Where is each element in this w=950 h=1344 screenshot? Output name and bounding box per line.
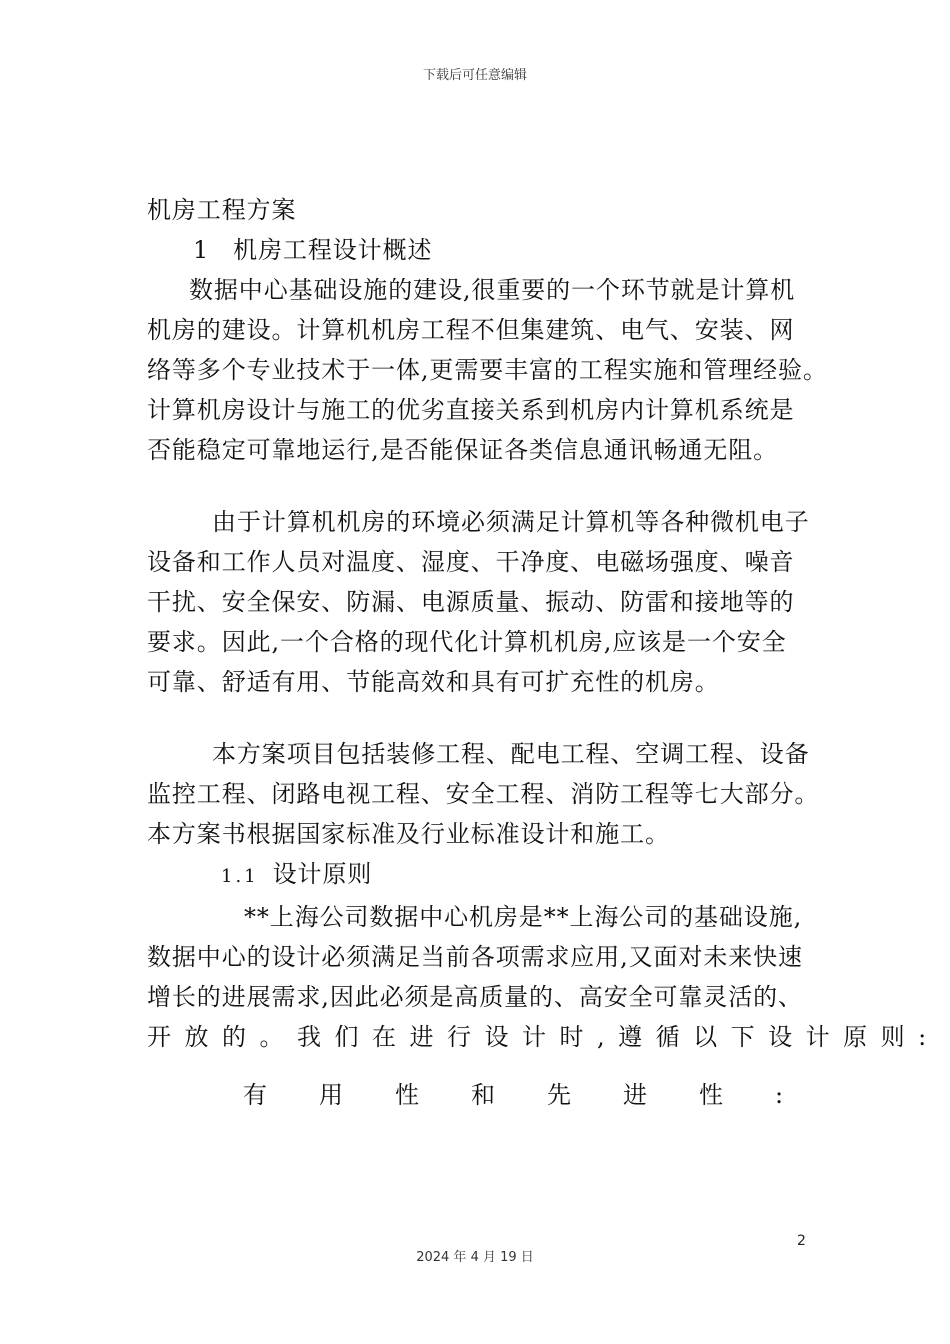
paragraph-line: 数据中心基础设施的建设,很重要的一个环节就是计算机 — [189, 276, 796, 304]
page-number: 2 — [797, 1233, 806, 1249]
paragraph-line: 络等多个专业技术于一体,更需要丰富的工程实施和管理经验。 — [147, 356, 828, 384]
paragraph-environment — [147, 502, 812, 702]
section-heading-1 — [147, 230, 812, 270]
page-header: 下载后可任意编辑 — [422, 68, 527, 83]
section-number: 1.1 — [221, 866, 259, 887]
section-number: 1 — [193, 236, 210, 264]
paragraph-line: 要求。因此,一个合格的现代化计算机机房,应该是一个安全 — [147, 628, 787, 656]
section-heading-1-1 — [147, 854, 812, 897]
paragraph-line: 开放的。我们在进行设计时,遵循以下设计原则: — [147, 1023, 940, 1051]
paragraph-overview — [147, 270, 828, 470]
paragraph-line: **上海公司数据中心机房是**上海公司的基础设施, — [244, 903, 803, 931]
paragraph-scope — [147, 734, 820, 854]
paragraph-line: 计算机房设计与施工的优劣直接关系到机房内计算机系统是 — [147, 396, 795, 424]
paragraph-line: 否能稳定可靠地运行,是否能保证各类信息通讯畅通无阻。 — [147, 436, 779, 464]
section-title: 设计原则 — [272, 860, 373, 888]
paragraph-principles — [147, 897, 940, 1057]
paragraph-line: 本方案书根据国家标准及行业标准设计和施工。 — [147, 820, 670, 848]
document-body — [147, 190, 940, 1115]
paragraph-line: 干扰、安全保安、防漏、电源质量、振动、防雷和接地等的 — [147, 588, 795, 616]
paragraph-line: 由于计算机机房的环境必须满足计算机等各种微机电子 — [212, 508, 810, 536]
paragraph-line: 数据中心的设计必须满足当前各项需求应用,又面对未来快速 — [147, 943, 803, 971]
paragraph-line: 增长的进展需求,因此必须是高质量的、高安全可靠灵活的、 — [147, 983, 803, 1011]
paragraph-line: 本方案项目包括装修工程、配电工程、空调工程、设备 — [212, 740, 810, 768]
principle-heading: 有用性和先进性: — [243, 1081, 836, 1109]
paragraph-line: 设备和工作人员对温度、湿度、干净度、电磁场强度、噪音 — [147, 548, 795, 576]
paragraph-line: 机房的建设。计算机机房工程不但集建筑、电气、安装、网 — [147, 316, 795, 344]
paragraph-line: 可靠、舒适有用、节能高效和具有可扩充性的机房。 — [147, 668, 720, 696]
page-footer-date: 2024 年 4 月 19 日 — [416, 1250, 534, 1265]
document-title: 机房工程方案 — [147, 196, 297, 224]
section-title: 机房工程设计概述 — [233, 236, 433, 264]
paragraph-line: 监控工程、闭路电视工程、安全工程、消防工程等七大部分。 — [147, 780, 820, 808]
